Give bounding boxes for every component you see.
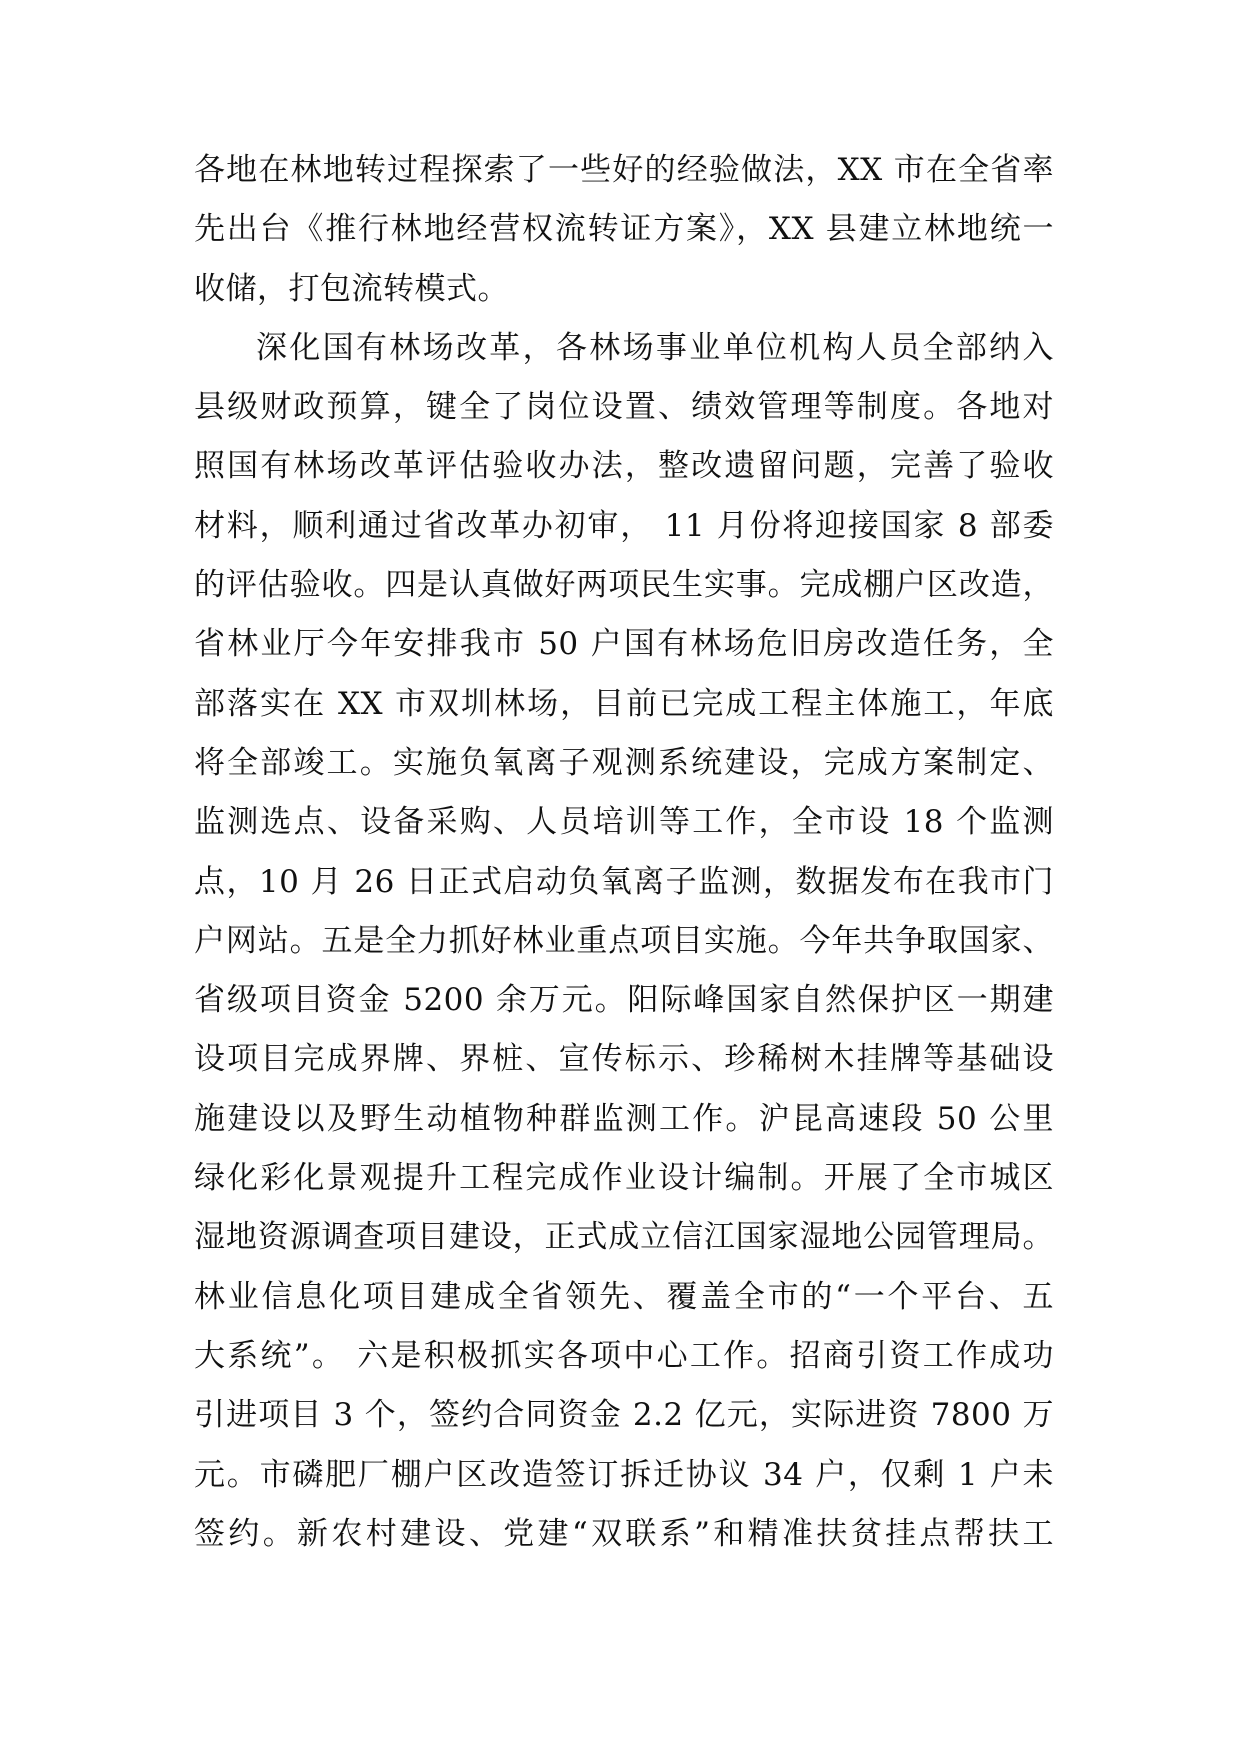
- text-line: 照国有林场改革评估验收办法，整改遗留问题，完善了验收: [194, 448, 1054, 485]
- text-line: 大系统”。 六是积极抓实各项中心工作。招商引资工作成功: [194, 1337, 1054, 1374]
- text-line: 施建设以及野生动植物种群监测工作。沪昆高速段 50 公里: [194, 1100, 1054, 1137]
- text-line: 引进项目 3 个，签约合同资金 2.2 亿元，实际进资 7800 万: [194, 1397, 1054, 1434]
- text-line: 户网站。五是全力抓好林业重点项目实施。今年共争取国家、: [194, 922, 1054, 959]
- text-line: 省级项目资金 5200 余万元。阳际峰国家自然保护区一期建: [194, 982, 1054, 1019]
- text-line: 将全部竣工。实施负氧离子观测系统建设，完成方案制定、: [194, 744, 1054, 781]
- text-line: 湿地资源调查项目建设，正式成立信江国家湿地公园管理局。: [194, 1219, 1054, 1256]
- text-line: 各地在林地转过程探索了一些好的经验做法，XX 市在全省率: [194, 152, 1054, 188]
- text-line: 县级财政预算，键全了岗位设置、绩效管理等制度。各地对: [194, 389, 1054, 426]
- text-line: 绿化彩化景观提升工程完成作业设计编制。开展了全市城区: [194, 1160, 1054, 1197]
- text-line: 点，10 月 26 日正式启动负氧离子监测，数据发布在我市门: [194, 863, 1054, 900]
- text-line: 收储，打包流转模式。: [194, 270, 509, 307]
- text-line: 元。市磷肥厂棚户区改造签订拆迁协议 34 户，仅剩 1 户未: [194, 1456, 1054, 1493]
- text-line: 先出台《推行林地经营权流转证方案》，XX 县建立林地统一: [194, 211, 1054, 248]
- text-line: 设项目完成界牌、界桩、宣传标示、珍稀树木挂牌等基础设: [194, 1041, 1054, 1078]
- text-line: 部落实在 XX 市双圳林场，目前已完成工程主体施工，年底: [194, 685, 1054, 722]
- text-line: 林业信息化项目建成全省领先、覆盖全市的“一个平台、五: [194, 1278, 1054, 1315]
- text-line: 省林业厅今年安排我市 50 户国有林场危旧房改造任务，全: [194, 626, 1054, 663]
- paragraph-start-line: 深化国有林场改革，各林场事业单位机构人员全部纳入: [256, 329, 1054, 366]
- text-line: 签约。新农村建设、党建“双联系”和精准扶贫挂点帮扶工: [194, 1515, 1054, 1552]
- text-line: 材料，顺利通过省改革办初审， 11 月份将迎接国家 8 部委: [194, 507, 1054, 544]
- body-text: [194, 141, 1054, 1564]
- text-line: 的评估验收。四是认真做好两项民生实事。完成棚户区改造，: [194, 567, 1054, 604]
- text-line: 监测选点、设备采购、人员培训等工作，全市设 18 个监测: [194, 804, 1054, 841]
